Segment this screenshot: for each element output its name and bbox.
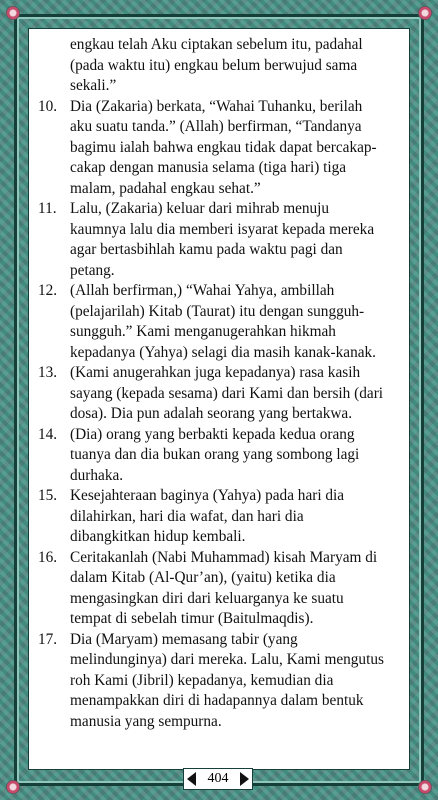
verse-line: [34, 343, 405, 364]
verse-number: 12.: [38, 282, 58, 299]
page-navigator: [183, 768, 253, 790]
continuation-line: (pada waktu itu) engkau belum berwujud sama: [70, 56, 358, 74]
verse-line: [34, 425, 405, 446]
verse-text: dosa). Dia pun adalah seorang yang bertakwa.: [70, 405, 353, 422]
verse-line: [34, 404, 405, 425]
verse-line: [34, 609, 405, 630]
verse-text: Ceritakanlah (Nabi Muhammad) kisah Maryam di: [70, 548, 378, 566]
verse-text: aku suatu tanda.” (Allah) berfirman, “Tandanya: [70, 118, 362, 135]
verse-item: [34, 548, 405, 630]
verse-line: [34, 138, 405, 159]
verse-line: [34, 568, 405, 589]
verse-text: (Kami anugerahkan juga kepadanya) rasa kasih: [70, 364, 361, 381]
verse-item: [34, 486, 405, 548]
verse-text: (Allah berfirman,) “Wahai Yahya, ambillah: [70, 282, 335, 299]
corner-ornament-bottom-right: [418, 780, 432, 794]
corner-ornament-top-left: [6, 6, 20, 20]
continuation-line: engkau telah Aku ciptakan sebelum itu, padahal: [70, 36, 363, 53]
verse-line: [34, 671, 405, 692]
verse-text: Dia (Maryam) memasang tabir (yang: [70, 630, 298, 648]
verse-line: [34, 220, 405, 241]
verse-line: [34, 261, 405, 282]
verse-text: menampakkan diri di hadapannya dalam bentuk: [70, 692, 364, 709]
verse-text: dalam Kitab (Al-Qur’an), (yaitu) ketika dia: [70, 569, 336, 586]
verse-line: [34, 712, 405, 733]
verse-item: [34, 97, 405, 200]
verse-text: cakap dengan manusia selama (tiga hari) tiga: [70, 159, 347, 176]
verse-line: [34, 363, 405, 384]
verse-number: 10.: [38, 97, 58, 115]
verse-line: [34, 466, 405, 487]
verse-line: [34, 507, 405, 528]
verse-text: Lalu, (Zakaria) keluar dari mihrab menuju: [70, 200, 330, 217]
verse-line: [34, 630, 405, 651]
verse-text: Dia (Zakaria) berkata, “Wahai Tuhanku, berilah: [70, 97, 363, 115]
verse-line: [34, 97, 405, 118]
verse-text: (Dia) orang yang berbakti kepada kedua orang: [70, 425, 355, 443]
verse-number: 11.: [38, 200, 57, 217]
verse-line: [34, 281, 405, 302]
verse-text: bagimu ialah bahwa engkau tidak dapat bercakap-: [70, 138, 377, 156]
verse-text: sungguh.” Kami menganugerahkan hikmah: [70, 323, 336, 340]
verse-number: 13.: [38, 364, 58, 381]
verse-item: [34, 425, 405, 487]
corner-ornament-top-right: [418, 6, 432, 20]
verse-text: malam, padahal engkau sehat.”: [70, 179, 261, 197]
corner-ornament-bottom-left: [6, 780, 20, 794]
verse-line: [34, 384, 405, 405]
verse-text: manusia yang sempurna.: [70, 712, 222, 730]
verse-line: [34, 199, 405, 220]
triangle-right-icon[interactable]: [240, 772, 249, 786]
verse-line: [34, 322, 405, 343]
verse-number: 17.: [38, 630, 58, 648]
continuation-block: [34, 35, 405, 97]
verse-text: petang.: [70, 261, 115, 279]
verse-text: durhaka.: [70, 466, 124, 484]
verse-text: kepadanya (Yahya) selagi dia masih kanak-kanak.: [70, 343, 376, 361]
verse-line: [34, 691, 405, 712]
verse-text: dilahirkan, hari dia wafat, dan hari dia: [70, 507, 304, 525]
verse-line: [34, 445, 405, 466]
verse-number: 14.: [38, 425, 58, 443]
verse-list: [34, 35, 405, 732]
verse-line: [34, 486, 405, 507]
verse-number: 16.: [38, 548, 58, 566]
verse-line: [34, 179, 405, 200]
verse-line: [34, 117, 405, 138]
verse-text: sayang (kepada sesama) dari Kami dan bersih (dari: [70, 384, 384, 402]
continuation-line: sekali.”: [70, 77, 117, 94]
verse-line: [34, 589, 405, 610]
verse-line: [34, 650, 405, 671]
verse-text: melindunginya) dari mereka. Lalu, Kami mengutus: [70, 651, 384, 668]
verse-text: tuanya dan dia bukan orang yang sombong lagi: [70, 446, 360, 463]
page-number: 404: [207, 771, 229, 786]
verse-item: [34, 199, 405, 281]
verse-text: roh Kami (Jibril) kepadanya, kemudian dia: [70, 671, 334, 689]
verse-text: agar bertasbihlah kamu pada waktu pagi dan: [70, 241, 343, 258]
triangle-left-icon[interactable]: [187, 772, 196, 786]
verse-text: mengasingkan diri dari keluarganya ke suatu: [70, 589, 344, 607]
verse-line: [34, 240, 405, 261]
verse-text: tempat di sebelah timur (Baitulmaqdis).: [70, 610, 314, 627]
verse-text: Kesejahteraan baginya (Yahya) pada hari dia: [70, 487, 345, 504]
verse-item: [34, 630, 405, 733]
verse-item: [34, 281, 405, 363]
verse-line: [34, 527, 405, 548]
verse-text: dibangkitkan hidup kembali.: [70, 528, 246, 545]
text-page: [28, 28, 410, 770]
verse-line: [34, 158, 405, 179]
verse-item: [34, 363, 405, 425]
verse-line: [34, 548, 405, 569]
verse-number: 15.: [38, 487, 58, 504]
verse-text: kaumnya lalu dia memberi isyarat kepada mereka: [70, 220, 375, 238]
verse-line: [34, 302, 405, 323]
verse-text: (pelajarilah) Kitab (Taurat) itu dengan sungguh-: [70, 302, 365, 320]
